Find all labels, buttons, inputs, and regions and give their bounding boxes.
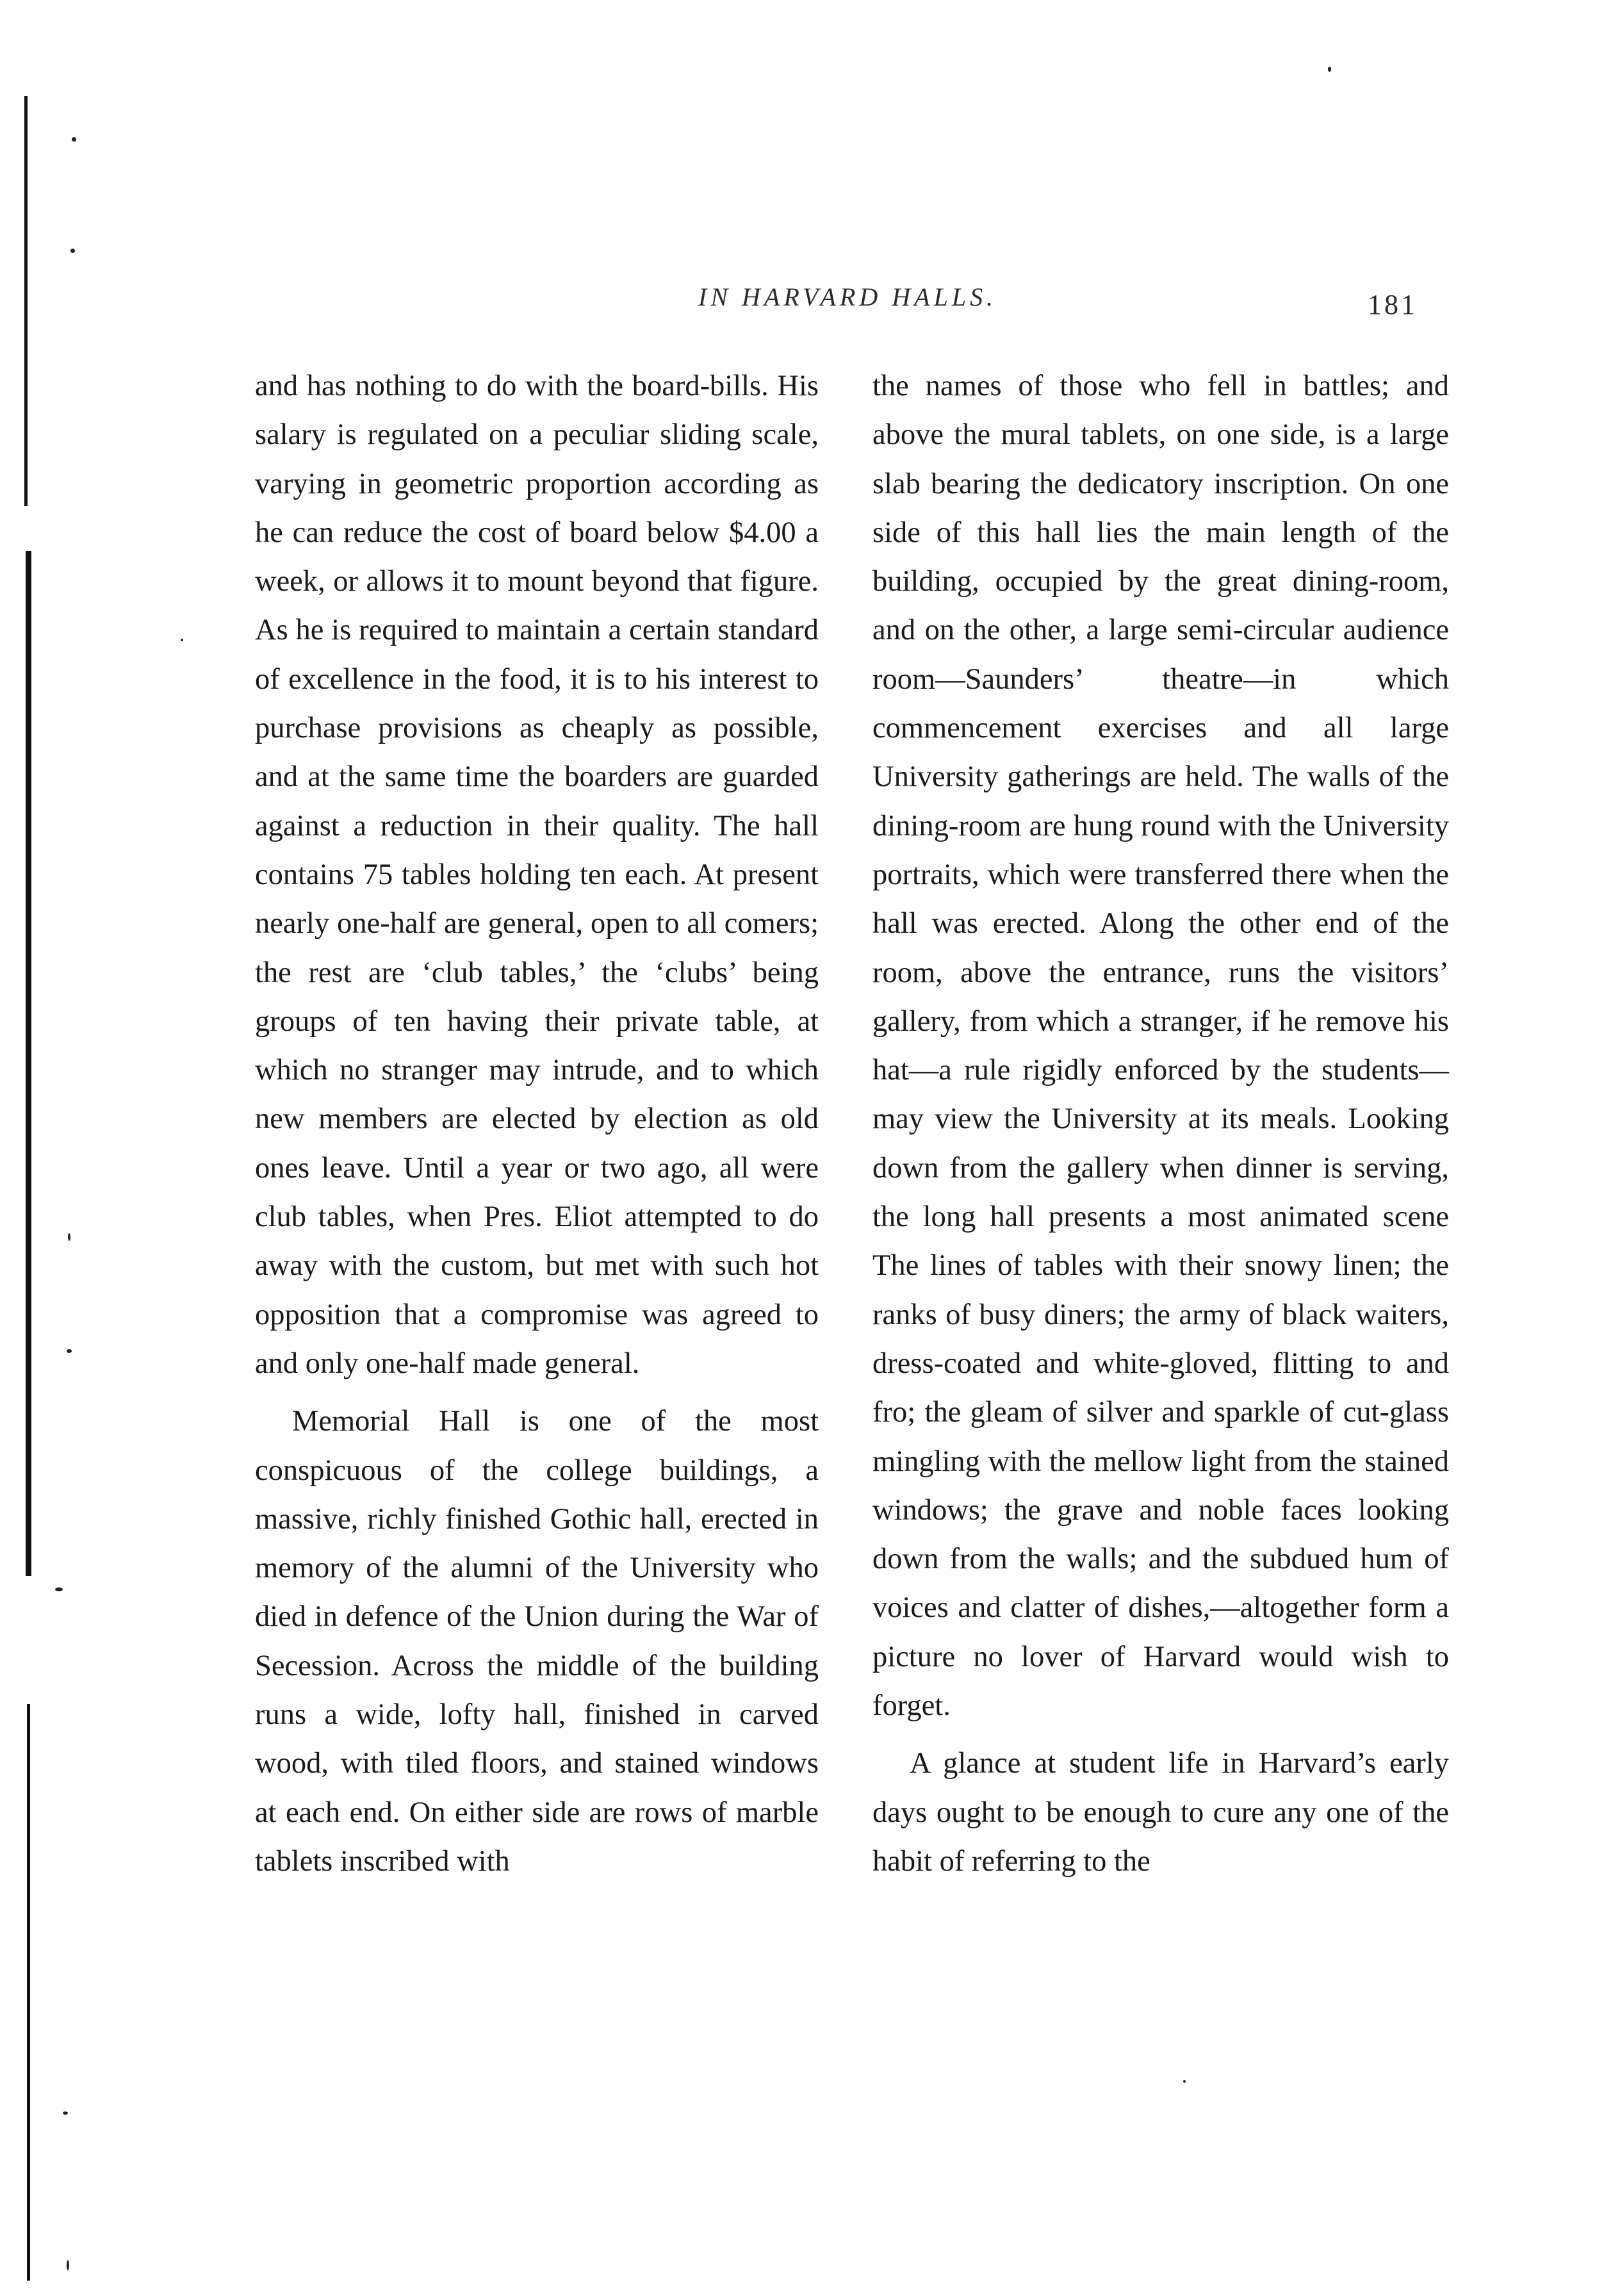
right-column <box>872 362 1449 1886</box>
scan-speck <box>72 137 76 142</box>
scan-speck <box>55 1587 63 1591</box>
paragraph: the names of those who fell in battles; and above the mural tablets, on one side, is a large slab bearing the dedicatory inscription. On one side of this hall lies the main length of the building, occupied by the great dining-room, and on the other, a large semi-circular audience room—Saunders’ theatre—in which commencement exercises and all large University gatherings are held. The walls of the dining-room are hung round with the University portraits, which were transferred there when the hall was erected. Along the other end of the room, above the entrance, runs the visitors’ gallery, from which a stranger, if he remove his hat—a rule rigidly enforced by the students—may view the University at its meals. Looking down from the gallery when dinner is serving, the long hall presents a most animated scene The lines of tables with their snowy linen; the ranks of busy diners; the army of black waiters, dress-coated and white-gloved, flitting to and fro; the gleam of silver and sparkle of cut-glass mingling with the mellow light from the stained windows; the grave and noble faces looking down from the walls; and the subdued hum of voices and clatter of dishes,—altogether form a picture no lover of Harvard would wish to forget. <box>872 370 1449 1723</box>
scan-speck <box>68 1233 70 1241</box>
binding-shadow <box>27 1704 30 2281</box>
paragraph: Memorial Hall is one of the most conspicuous of the college buildings, a massive, richly finished Gothic hall, erected in memory of the alumni of the University who died in defence of the Union during the War of Secession. Across the middle of the building runs a wide, lofty hall, finished in carved wood, with tiled floors, and stained windows at each end. On either side are rows of marble tablets inscribed with <box>255 1405 819 1878</box>
running-title: IN HARVARD HALLS. <box>698 283 997 311</box>
page-number: 181 <box>1368 289 1418 320</box>
scan-speck <box>181 639 183 641</box>
scan-speck <box>67 2260 69 2270</box>
scan-speck <box>1328 67 1331 72</box>
scan-speck <box>63 2112 68 2115</box>
scan-speck <box>1183 2080 1186 2083</box>
scan-speck <box>70 249 75 253</box>
binding-shadow <box>24 96 28 506</box>
paragraph: A glance at student life in Harvard’s early days ought to be enough to cure any one of the habit of referring to the <box>872 1747 1449 1878</box>
scan-speck <box>67 1349 72 1353</box>
binding-shadow <box>26 551 31 1576</box>
left-column <box>255 362 819 1886</box>
paragraph: and has nothing to do with the board-bills. His salary is regulated on a peculiar sliding scale, varying in geometric proportion according as he can reduce the cost of board below $4.00 a week, or allows it to mount beyond that figure. As he is required to maintain a certain standard of excellence in the food, it is to his interest to purchase provisions as cheaply as possible, and at the same time the boarders are guarded against a reduction in their quality. The hall contains 75 tables holding ten each. At present nearly one-half are general, open to all comers; the rest are ‘club tables,’ the ‘clubs’ being groups of ten having their private table, at which no stranger may intrude, and to which new members are elected by election as old ones leave. Until a year or two ago, all were club tables, when Pres. Eliot attempted to do away with the custom, but met with such hot opposition that a compromise was agreed to and only one-half made general. <box>255 370 819 1380</box>
